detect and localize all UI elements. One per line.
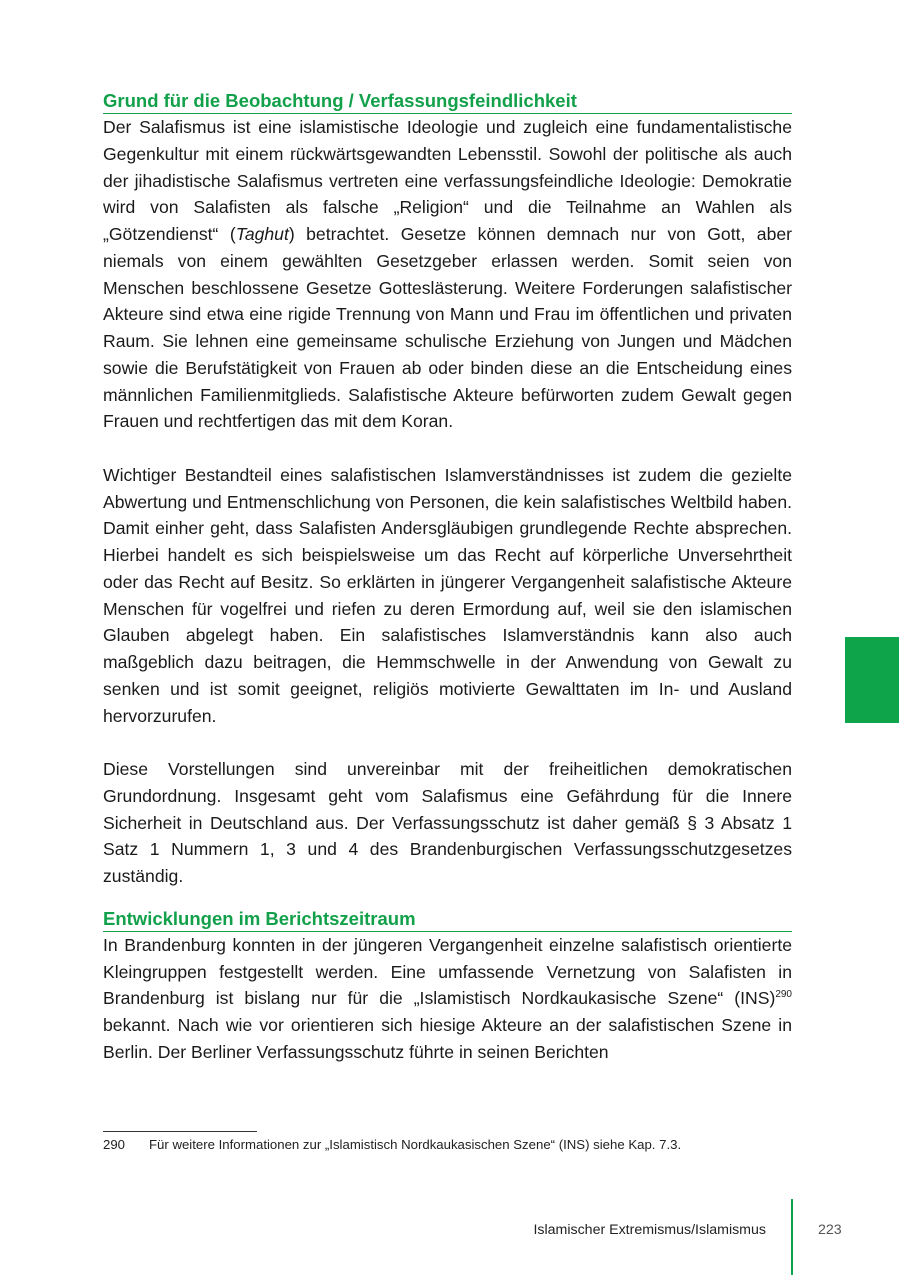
paragraph-4 (103, 932, 792, 1066)
section-heading-grund: Grund für die Beobachtung / Verfassungsfeindlichkeit (103, 88, 792, 114)
paragraph-4-text-a: In Brandenburg konnten in der jüngeren Vergangenheit einzelne salafistisch orientierte Kleingruppen festgestellt werden. Eine umfassende Vernetzung von Salafisten in Brandenburg ist bislang nur für die „Islamistisch Nordkaukasische Szene“ (INS) (103, 934, 792, 1009)
footnote-number: 290 (103, 1137, 126, 1152)
footnote-reference[interactable]: 290 (775, 989, 792, 1001)
footer-chapter-title: Islamischer Extremismus/Islamismus (533, 1222, 766, 1238)
paragraph-1-italic-term: Taghut (235, 224, 289, 244)
footnote (103, 1137, 681, 1152)
section-heading-entwicklungen: Entwicklungen im Berichtszeitraum (103, 906, 792, 932)
page-number: 223 (818, 1222, 842, 1238)
paragraph-1 (103, 114, 792, 435)
paragraph-4-text-b: bekannt. Nach wie vor orientieren sich hiesige Akteure an der salafistischen Szene in Berlin. Der Berliner Verfassungsschutz führte in seinen Berichten (103, 1015, 792, 1062)
footnote-text: Für weitere Informationen zur „Islamistisch Nordkaukasischen Szene“ (INS) siehe Kap. 7.3. (149, 1137, 682, 1152)
paragraph-1-text-b: ) betrachtet. Gesetze können demnach nur von Gott, aber niemals von einem gewählten Gesetzgeber erlassen werden. Somit seien von Menschen beschlossene Gesetze Gotteslästerung. Weitere Forderungen salafistischer Akteure sind etwa eine rigide Trennung von Mann und Frau im öffentlichen und privaten Raum. Sie lehnen eine gemeinsame schulische Erziehung von Jungen und Mädchen sowie die Berufstätigkeit von Frauen ab oder binden diese an die Entscheidung eines männlichen Familienmitglieds. Salafistische Akteure befürworten zudem Gewalt gegen Frauen und rechtfertigen das mit dem Koran. (103, 224, 793, 432)
chapter-tab-marker (845, 637, 899, 723)
footnote-divider (103, 1131, 257, 1132)
footer-divider (791, 1199, 793, 1275)
main-content (103, 88, 792, 1066)
paragraph-2: Wichtiger Bestandteil eines salafistischen Islamverständnisses ist zudem die gezielte Abwertung und Entmenschlichung von Personen, die kein salafistisches Weltbild haben. Damit einher geht, dass Salafisten Andersgläubigen grundlegende Rechte absprechen. Hierbei handelt es sich beispielsweise um das Recht auf körperliche Unversehrtheit oder das Recht auf Besitz. So erklärten in jüngerer Vergangenheit salafistische Akteure Menschen für vogelfrei und riefen zu deren Ermordung auf, weil sie den islamischen Glauben abgelegt haben. Ein salafistisches Islamverständnis kann also auch maßgeblich dazu beitragen, die Hemmschwelle in der Anwendung von Gewalt zu senken und ist somit geeignet, religiös motivierte Gewalttaten im In- und Ausland hervorzurufen. (103, 464, 792, 726)
paragraph-1-text-a: Der Salafismus ist eine islamistische Ideologie und zugleich eine fundamentalistische Gegenkultur mit einem rückwärtsgewandten Lebensstil. Sowohl der politische als auch der jihadistische Salafismus vertreten eine verfassungsfeindliche Ideologie: Demokratie wird von Salafisten als falsche „Religion“ und die Teilnahme an Wahlen als „Götzendienst“ ( (103, 117, 792, 244)
paragraph-3: Diese Vorstellungen sind unvereinbar mit der freiheitlichen demokratischen Grundordnung. Insgesamt geht vom Salafismus eine Gefährdung für die Innere Sicherheit in Deutschland aus. Der Verfassungsschutz ist daher gemäß § 3 Absatz 1 Satz 1 Nummern 1, 3 und 4 des Brandenburgischen Verfassungsschutzgesetzes zuständig. (103, 759, 792, 886)
